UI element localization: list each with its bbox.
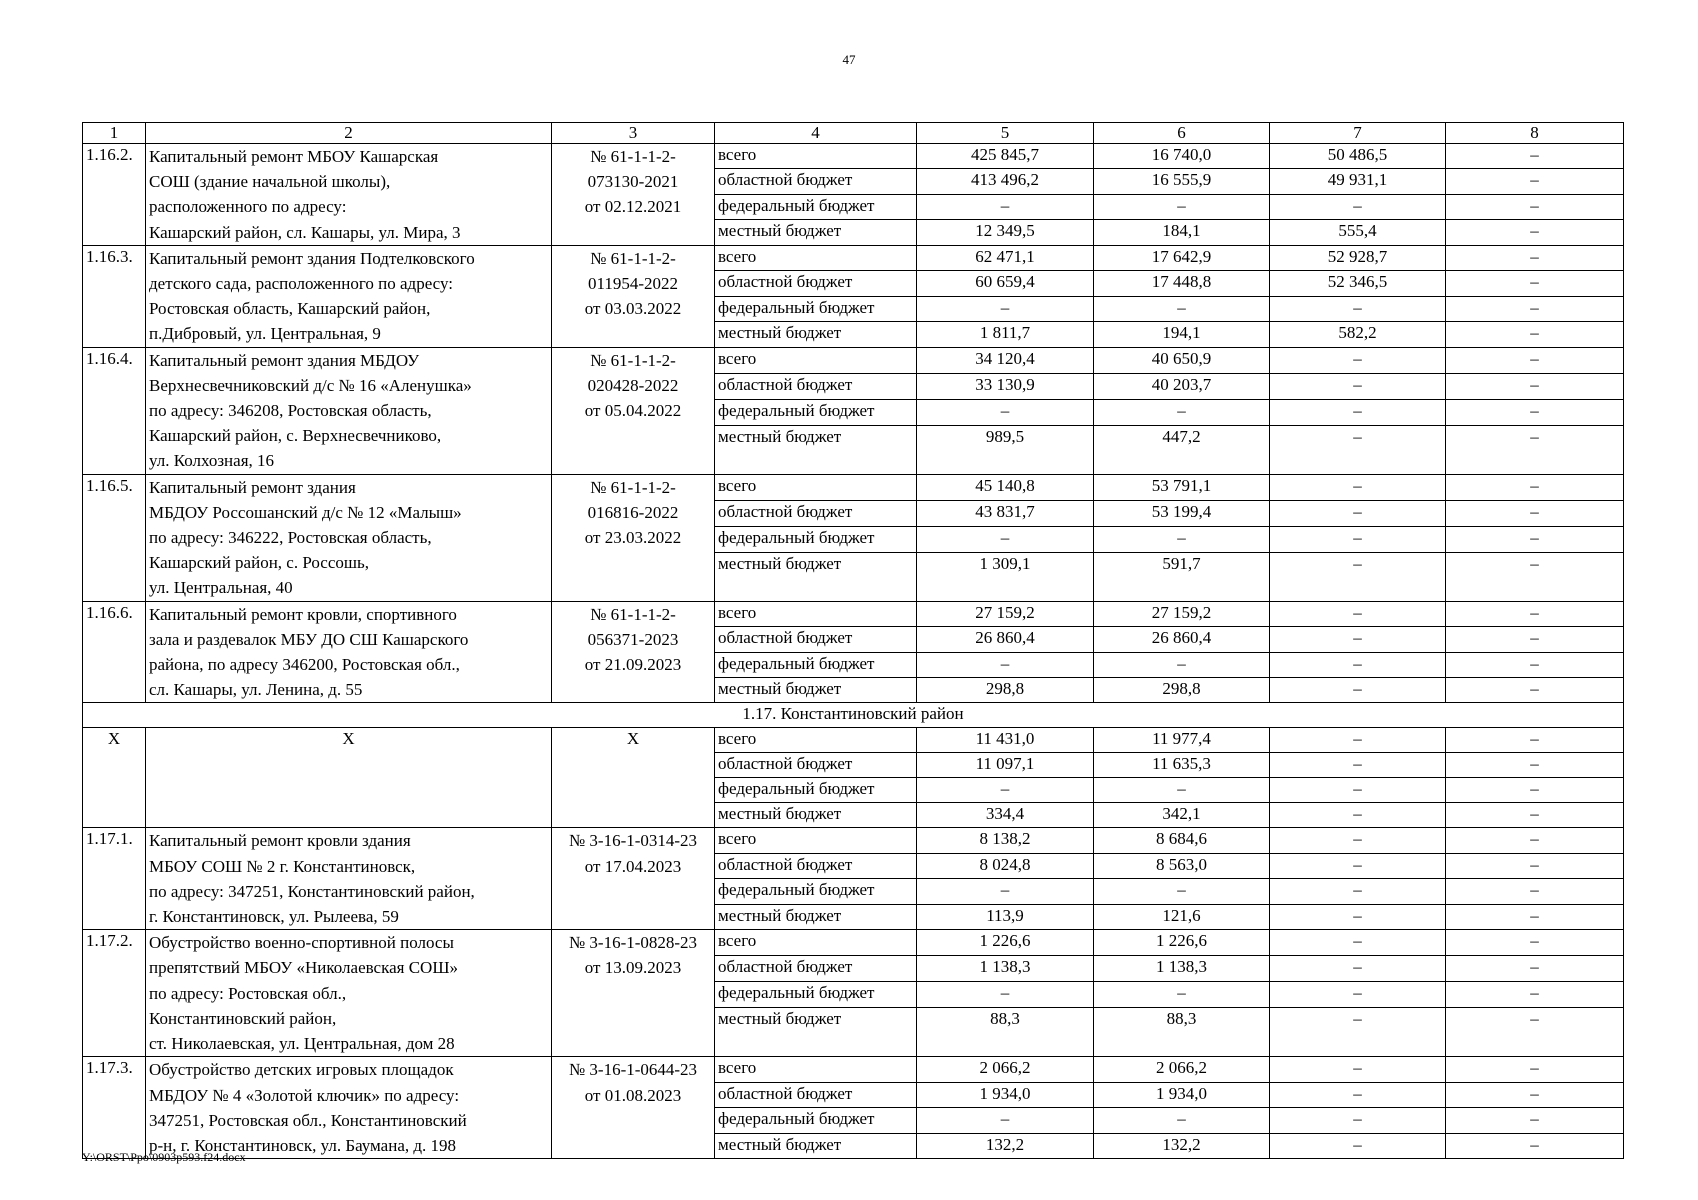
value-cell: – xyxy=(917,778,1094,803)
section-title: 1.17. Константиновский район xyxy=(83,703,1624,728)
value-cell: – xyxy=(1446,652,1624,677)
value-cell: 43 831,7 xyxy=(917,500,1094,526)
value-cell: – xyxy=(1446,879,1624,904)
value-cell: 11 977,4 xyxy=(1094,728,1270,753)
funding-source-label: местный бюджет xyxy=(715,425,917,474)
value-cell: 88,3 xyxy=(917,1008,1094,1057)
funding-source-label: федеральный бюджет xyxy=(715,879,917,904)
value-cell: 12 349,5 xyxy=(917,220,1094,245)
value-cell: – xyxy=(1446,271,1624,296)
value-cell: – xyxy=(1270,803,1446,828)
value-cell: – xyxy=(1270,728,1446,753)
funding-source-label: местный бюджет xyxy=(715,803,917,828)
value-cell: – xyxy=(1270,1108,1446,1133)
value-cell: – xyxy=(1094,399,1270,425)
funding-source-label: федеральный бюджет xyxy=(715,194,917,219)
item-document: № 3-16-1-0644-23 от 01.08.2023 xyxy=(552,1057,715,1159)
table-row xyxy=(83,930,1624,956)
budget-table xyxy=(82,122,1624,1159)
funding-source-label: федеральный бюджет xyxy=(715,982,917,1008)
value-cell: 1 226,6 xyxy=(917,930,1094,956)
value-cell: 8 684,6 xyxy=(1094,828,1270,853)
value-cell: 2 066,2 xyxy=(917,1057,1094,1082)
value-cell: – xyxy=(1270,1082,1446,1107)
value-cell: – xyxy=(1446,144,1624,169)
value-cell: – xyxy=(1446,347,1624,373)
value-cell: – xyxy=(1446,552,1624,601)
value-cell: 62 471,1 xyxy=(917,245,1094,270)
value-cell: – xyxy=(1446,1082,1624,1107)
table-row xyxy=(83,245,1624,270)
funding-source-label: всего xyxy=(715,930,917,956)
value-cell: 17 642,9 xyxy=(1094,245,1270,270)
value-cell: 53 791,1 xyxy=(1094,474,1270,500)
item-number: 1.17.1. xyxy=(83,828,146,930)
footer-file-path: Y:\ORST\Ppo\0903p593.f24.docx xyxy=(82,1150,246,1164)
value-cell: – xyxy=(1270,347,1446,373)
funding-source-label: федеральный бюджет xyxy=(715,652,917,677)
funding-source-label: федеральный бюджет xyxy=(715,296,917,321)
value-cell: – xyxy=(1446,245,1624,270)
funding-source-label: областной бюджет xyxy=(715,853,917,878)
table-row xyxy=(83,828,1624,853)
value-cell: – xyxy=(1446,828,1624,853)
value-cell: – xyxy=(1446,322,1624,347)
value-cell: – xyxy=(1446,678,1624,703)
value-cell: – xyxy=(1094,778,1270,803)
value-cell: 8 563,0 xyxy=(1094,853,1270,878)
total-mark: X xyxy=(83,728,146,828)
value-cell: – xyxy=(1094,194,1270,219)
value-cell: 132,2 xyxy=(1094,1133,1270,1158)
value-cell: 45 140,8 xyxy=(917,474,1094,500)
value-cell: – xyxy=(1270,526,1446,552)
value-cell: – xyxy=(1270,296,1446,321)
value-cell: 53 199,4 xyxy=(1094,500,1270,526)
value-cell: – xyxy=(1446,601,1624,626)
item-document: № 61-1-1-2- 056371-2023 от 21.09.2023 xyxy=(552,601,715,703)
item-number: 1.16.5. xyxy=(83,474,146,601)
value-cell: – xyxy=(1270,627,1446,652)
column-header-row xyxy=(83,123,1624,144)
value-cell: 413 496,2 xyxy=(917,169,1094,194)
value-cell: – xyxy=(1270,652,1446,677)
item-description: Капитальный ремонт МБОУ Кашарская СОШ (здание начальной школы), расположенного по адресу: Кашарский район, сл. Кашары, ул. Мира, 3 xyxy=(146,144,552,246)
value-cell: 40 650,9 xyxy=(1094,347,1270,373)
value-cell: 2 066,2 xyxy=(1094,1057,1270,1082)
value-cell: – xyxy=(1446,1133,1624,1158)
value-cell: 1 934,0 xyxy=(1094,1082,1270,1107)
value-cell: – xyxy=(917,1108,1094,1133)
value-cell: 17 448,8 xyxy=(1094,271,1270,296)
value-cell: 33 130,9 xyxy=(917,373,1094,399)
value-cell: – xyxy=(917,982,1094,1008)
value-cell: 40 203,7 xyxy=(1094,373,1270,399)
value-cell: – xyxy=(1446,425,1624,474)
value-cell: – xyxy=(1270,373,1446,399)
column-header: 8 xyxy=(1446,123,1624,144)
value-cell: – xyxy=(917,526,1094,552)
value-cell: 11 097,1 xyxy=(917,753,1094,778)
item-document: № 3-16-1-0314-23 от 17.04.2023 xyxy=(552,828,715,930)
value-cell: 60 659,4 xyxy=(917,271,1094,296)
value-cell: 8 024,8 xyxy=(917,853,1094,878)
funding-source-label: всего xyxy=(715,347,917,373)
value-cell: – xyxy=(1446,1008,1624,1057)
value-cell: 132,2 xyxy=(917,1133,1094,1158)
value-cell: – xyxy=(917,194,1094,219)
item-number: 1.16.2. xyxy=(83,144,146,246)
value-cell: – xyxy=(917,399,1094,425)
value-cell: – xyxy=(1446,904,1624,929)
value-cell: – xyxy=(1270,904,1446,929)
value-cell: 194,1 xyxy=(1094,322,1270,347)
value-cell: 1 811,7 xyxy=(917,322,1094,347)
value-cell: – xyxy=(1446,500,1624,526)
value-cell: 1 309,1 xyxy=(917,552,1094,601)
table-row xyxy=(83,728,1624,753)
item-document: № 61-1-1-2- 020428-2022 от 05.04.2022 xyxy=(552,347,715,474)
funding-source-label: местный бюджет xyxy=(715,904,917,929)
value-cell: – xyxy=(1270,930,1446,956)
value-cell: 52 346,5 xyxy=(1270,271,1446,296)
value-cell: – xyxy=(1094,879,1270,904)
table-row xyxy=(83,347,1624,373)
funding-source-label: федеральный бюджет xyxy=(715,399,917,425)
value-cell: – xyxy=(1270,678,1446,703)
section-header-row xyxy=(83,703,1624,728)
value-cell: – xyxy=(1270,1008,1446,1057)
value-cell: – xyxy=(1270,500,1446,526)
value-cell: – xyxy=(1094,652,1270,677)
value-cell: – xyxy=(1446,853,1624,878)
value-cell: 16 740,0 xyxy=(1094,144,1270,169)
value-cell: 184,1 xyxy=(1094,220,1270,245)
value-cell: 26 860,4 xyxy=(1094,627,1270,652)
table-row xyxy=(83,474,1624,500)
value-cell: – xyxy=(917,879,1094,904)
value-cell: 1 138,3 xyxy=(1094,956,1270,982)
item-document: № 61-1-1-2- 073130-2021 от 02.12.2021 xyxy=(552,144,715,246)
value-cell: – xyxy=(1446,930,1624,956)
item-description: Капитальный ремонт здания МБДОУ Россошанский д/с № 12 «Малыш» по адресу: 346222, Ростовская область, Кашарский район, с. Россошь, ул. Центральная, 40 xyxy=(146,474,552,601)
funding-source-label: всего xyxy=(715,144,917,169)
value-cell: – xyxy=(1446,1108,1624,1133)
value-cell: – xyxy=(1446,220,1624,245)
funding-source-label: всего xyxy=(715,245,917,270)
value-cell: 989,5 xyxy=(917,425,1094,474)
value-cell: – xyxy=(1270,425,1446,474)
funding-source-label: местный бюджет xyxy=(715,1008,917,1057)
item-description: Обустройство детских игровых площадок МБДОУ № 4 «Золотой ключик» по адресу: 347251, Ростовская обл., Константиновский р-н, г. Константиновск, ул. Баумана, д. 198 xyxy=(146,1057,552,1159)
value-cell: 27 159,2 xyxy=(917,601,1094,626)
value-cell: 447,2 xyxy=(1094,425,1270,474)
value-cell: 11 635,3 xyxy=(1094,753,1270,778)
table-row xyxy=(83,1057,1624,1082)
value-cell: – xyxy=(1446,194,1624,219)
value-cell: – xyxy=(1270,853,1446,878)
value-cell: – xyxy=(1446,803,1624,828)
table-row xyxy=(83,144,1624,169)
value-cell: 49 931,1 xyxy=(1270,169,1446,194)
value-cell: 298,8 xyxy=(1094,678,1270,703)
funding-source-label: всего xyxy=(715,601,917,626)
value-cell: – xyxy=(1446,399,1624,425)
value-cell: 582,2 xyxy=(1270,322,1446,347)
funding-source-label: местный бюджет xyxy=(715,1133,917,1158)
item-document: № 61-1-1-2- 011954-2022 от 03.03.2022 xyxy=(552,245,715,347)
page-number: 47 xyxy=(842,52,856,67)
funding-source-label: областной бюджет xyxy=(715,753,917,778)
funding-source-label: местный бюджет xyxy=(715,220,917,245)
item-description: Обустройство военно-спортивной полосы препятствий МБОУ «Николаевская СОШ» по адресу: Ростовская обл., Константиновский район, ст. Николаевская, ул. Центральная, дом 28 xyxy=(146,930,552,1057)
value-cell: – xyxy=(1446,627,1624,652)
column-header: 6 xyxy=(1094,123,1270,144)
funding-source-label: местный бюджет xyxy=(715,322,917,347)
value-cell: – xyxy=(1094,982,1270,1008)
value-cell: – xyxy=(1270,1133,1446,1158)
value-cell: 1 226,6 xyxy=(1094,930,1270,956)
funding-source-label: всего xyxy=(715,828,917,853)
value-cell: 121,6 xyxy=(1094,904,1270,929)
total-mark: X xyxy=(146,728,552,828)
value-cell: – xyxy=(1270,474,1446,500)
value-cell: – xyxy=(1446,982,1624,1008)
item-number: 1.16.6. xyxy=(83,601,146,703)
column-header: 5 xyxy=(917,123,1094,144)
item-number: 1.16.4. xyxy=(83,347,146,474)
value-cell: – xyxy=(1270,552,1446,601)
funding-source-label: всего xyxy=(715,1057,917,1082)
value-cell: 425 845,7 xyxy=(917,144,1094,169)
value-cell: – xyxy=(1446,778,1624,803)
value-cell: – xyxy=(917,296,1094,321)
funding-source-label: областной бюджет xyxy=(715,1082,917,1107)
value-cell: – xyxy=(1270,879,1446,904)
funding-source-label: областной бюджет xyxy=(715,373,917,399)
funding-source-label: всего xyxy=(715,474,917,500)
item-number: 1.16.3. xyxy=(83,245,146,347)
item-number: 1.17.2. xyxy=(83,930,146,1057)
value-cell: – xyxy=(1094,526,1270,552)
value-cell: – xyxy=(1446,526,1624,552)
item-description: Капитальный ремонт кровли, спортивного зала и раздевалок МБУ ДО СШ Кашарского района, по адресу 346200, Ростовская обл., сл. Кашары, ул. Ленина, д. 55 xyxy=(146,601,552,703)
value-cell: 1 138,3 xyxy=(917,956,1094,982)
value-cell: – xyxy=(1446,753,1624,778)
value-cell: – xyxy=(1446,956,1624,982)
value-cell: 11 431,0 xyxy=(917,728,1094,753)
column-header: 4 xyxy=(715,123,917,144)
value-cell: – xyxy=(1270,956,1446,982)
funding-source-label: областной бюджет xyxy=(715,956,917,982)
column-header: 2 xyxy=(146,123,552,144)
funding-source-label: областной бюджет xyxy=(715,627,917,652)
value-cell: – xyxy=(1446,728,1624,753)
funding-source-label: местный бюджет xyxy=(715,552,917,601)
table-body xyxy=(83,123,1624,1159)
value-cell: 50 486,5 xyxy=(1270,144,1446,169)
value-cell: – xyxy=(1446,296,1624,321)
value-cell: 27 159,2 xyxy=(1094,601,1270,626)
value-cell: 1 934,0 xyxy=(917,1082,1094,1107)
funding-source-label: областной бюджет xyxy=(715,271,917,296)
table-row xyxy=(83,601,1624,626)
value-cell: – xyxy=(1094,1108,1270,1133)
funding-source-label: областной бюджет xyxy=(715,169,917,194)
value-cell: 113,9 xyxy=(917,904,1094,929)
value-cell: 334,4 xyxy=(917,803,1094,828)
value-cell: 52 928,7 xyxy=(1270,245,1446,270)
value-cell: – xyxy=(1446,474,1624,500)
value-cell: – xyxy=(1270,601,1446,626)
item-document: № 3-16-1-0828-23 от 13.09.2023 xyxy=(552,930,715,1057)
value-cell: 555,4 xyxy=(1270,220,1446,245)
value-cell: 34 120,4 xyxy=(917,347,1094,373)
value-cell: – xyxy=(1446,1057,1624,1082)
funding-source-label: всего xyxy=(715,728,917,753)
value-cell: – xyxy=(1094,296,1270,321)
item-description: Капитальный ремонт здания МБДОУ Верхнесвечниковский д/с № 16 «Аленушка» по адресу: 346208, Ростовская область, Кашарский район, с. Верхнесвечниково, ул. Колхозная, 16 xyxy=(146,347,552,474)
value-cell: 16 555,9 xyxy=(1094,169,1270,194)
item-description: Капитальный ремонт здания Подтелковского детского сада, расположенного по адресу: Ростовская область, Кашарский район, п.Дибровый, ул. Центральная, 9 xyxy=(146,245,552,347)
value-cell: – xyxy=(1446,373,1624,399)
funding-source-label: областной бюджет xyxy=(715,500,917,526)
item-document: № 61-1-1-2- 016816-2022 от 23.03.2022 xyxy=(552,474,715,601)
value-cell: – xyxy=(1270,399,1446,425)
value-cell: 342,1 xyxy=(1094,803,1270,828)
value-cell: 26 860,4 xyxy=(917,627,1094,652)
funding-source-label: федеральный бюджет xyxy=(715,778,917,803)
funding-source-label: федеральный бюджет xyxy=(715,526,917,552)
column-header: 7 xyxy=(1270,123,1446,144)
column-header: 3 xyxy=(552,123,715,144)
value-cell: 298,8 xyxy=(917,678,1094,703)
value-cell: – xyxy=(1270,1057,1446,1082)
total-mark: X xyxy=(552,728,715,828)
value-cell: – xyxy=(1270,828,1446,853)
value-cell: – xyxy=(1270,753,1446,778)
funding-source-label: местный бюджет xyxy=(715,678,917,703)
item-number: 1.17.3. xyxy=(83,1057,146,1159)
item-description: Капитальный ремонт кровли здания МБОУ СОШ № 2 г. Константиновск, по адресу: 347251, Константиновский район, г. Константиновск, ул. Рылеева, 59 xyxy=(146,828,552,930)
value-cell: 88,3 xyxy=(1094,1008,1270,1057)
value-cell: – xyxy=(1270,194,1446,219)
value-cell: 591,7 xyxy=(1094,552,1270,601)
value-cell: – xyxy=(1446,169,1624,194)
funding-source-label: федеральный бюджет xyxy=(715,1108,917,1133)
value-cell: – xyxy=(917,652,1094,677)
column-header: 1 xyxy=(83,123,146,144)
value-cell: – xyxy=(1270,982,1446,1008)
value-cell: 8 138,2 xyxy=(917,828,1094,853)
value-cell: – xyxy=(1270,778,1446,803)
